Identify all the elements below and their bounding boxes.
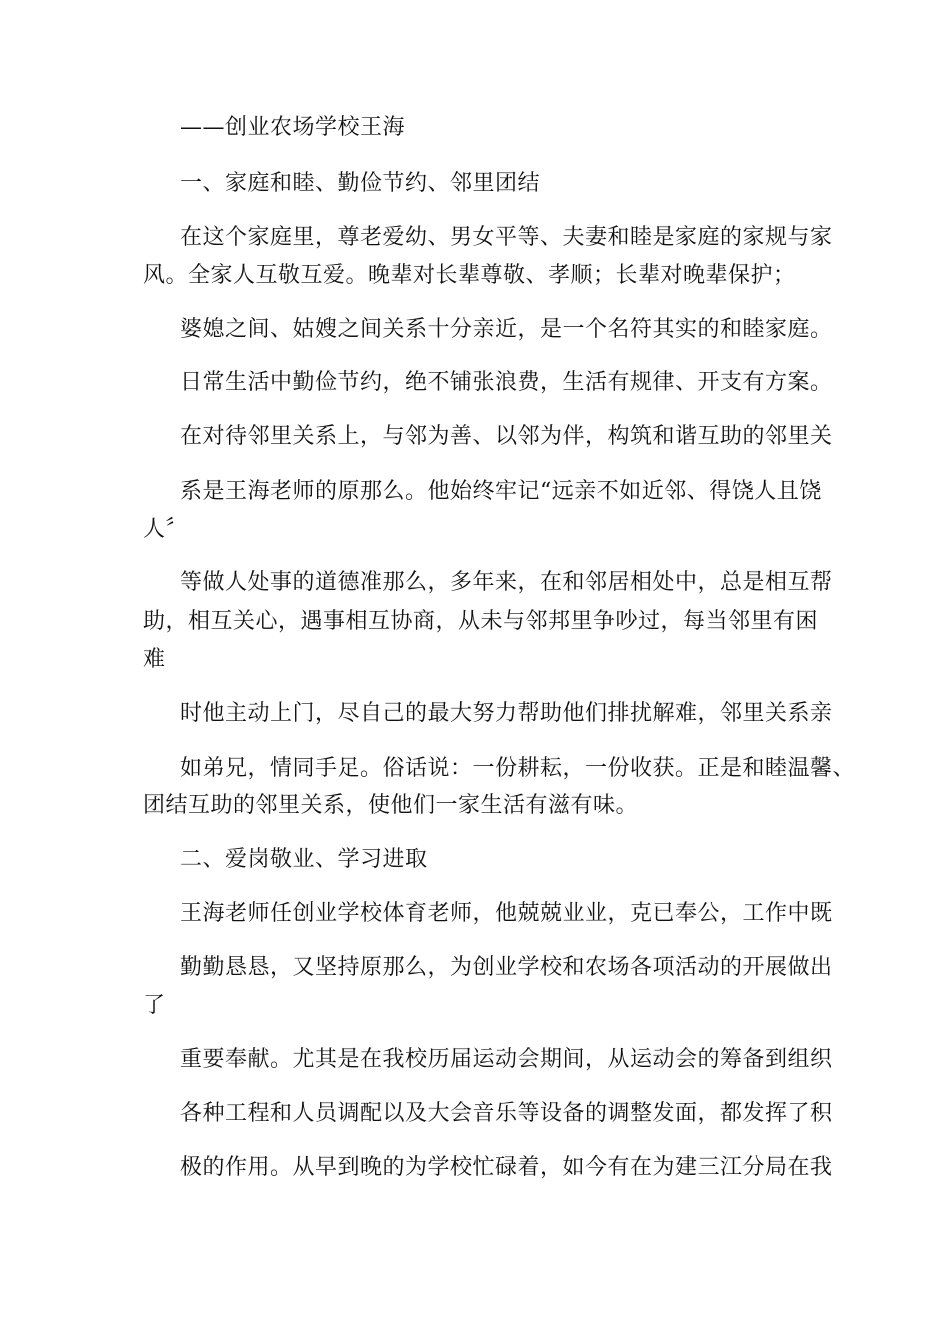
text-line: 王海老师任创业学校体育老师，他兢兢业业，克已奉公，工作中既 bbox=[180, 901, 833, 926]
text-line: 团结互助的邻里关系，使他们一家生活有滋有味。 bbox=[143, 793, 639, 818]
text-line: 难 bbox=[143, 647, 166, 672]
text-line: 人〞 bbox=[143, 517, 189, 542]
text-line: 时他主动上门，尽自己的最大努力帮助他们排扰解难，邻里关系亲 bbox=[180, 701, 833, 726]
text-line: 等做人处事的道德准那么，多年来，在和邻居相处中，总是相互帮 bbox=[180, 570, 833, 595]
text-line: 婆媳之间、姑嫂之间关系十分亲近，是一个名符其实的和睦家庭。 bbox=[180, 317, 833, 342]
text-line: 如弟兄，情同手足。俗话说：一份耕耘，一份收获。正是和睦温馨、 bbox=[180, 756, 856, 781]
text-line: 日常生活中勤俭节约，绝不铺张浪费，生活有规律、开支有方案。 bbox=[180, 370, 833, 395]
text-line: 重要奉献。尤其是在我校历届运动会期间，从运动会的筹备到组织 bbox=[180, 1047, 833, 1072]
text-line: 在对待邻里关系上，与邻为善、以邻为伴，构筑和谐互助的邻里关 bbox=[180, 424, 833, 449]
text-line: 各种工程和人员调配以及大会音乐等设备的调整发面，都发挥了积 bbox=[180, 1101, 833, 1126]
section-heading-1: 一、家庭和睦、勤俭节约、邻里团结 bbox=[180, 171, 541, 196]
text-line: 助，相互关心，遇事相互协商，从未与邻邦里争吵过，每当邻里有困 bbox=[143, 609, 819, 634]
text-line: 系是王海老师的原那么。他始终牢记“远亲不如近邻、得饶人且饶 bbox=[180, 479, 822, 504]
text-line: 极的作用。从早到晚的为学校忙碌着，如今有在为建三江分局在我 bbox=[180, 1155, 833, 1180]
text-line: 了 bbox=[143, 993, 166, 1018]
text-line: 勤勤恳恳，又坚持原那么，为创业学校和农场各项活动的开展做出 bbox=[180, 955, 833, 980]
section-heading-2: 二、爱岗敬业、学习进取 bbox=[180, 847, 428, 872]
text-line: 在这个家庭里，尊老爱幼、男女平等、夫妻和睦是家庭的家规与家 bbox=[180, 225, 833, 250]
text-line: 风。全家人互敬互爱。晚辈对长辈尊敬、孝顺；长辈对晚辈保护； bbox=[143, 263, 796, 288]
byline: ——创业农场学校王海 bbox=[180, 115, 406, 140]
